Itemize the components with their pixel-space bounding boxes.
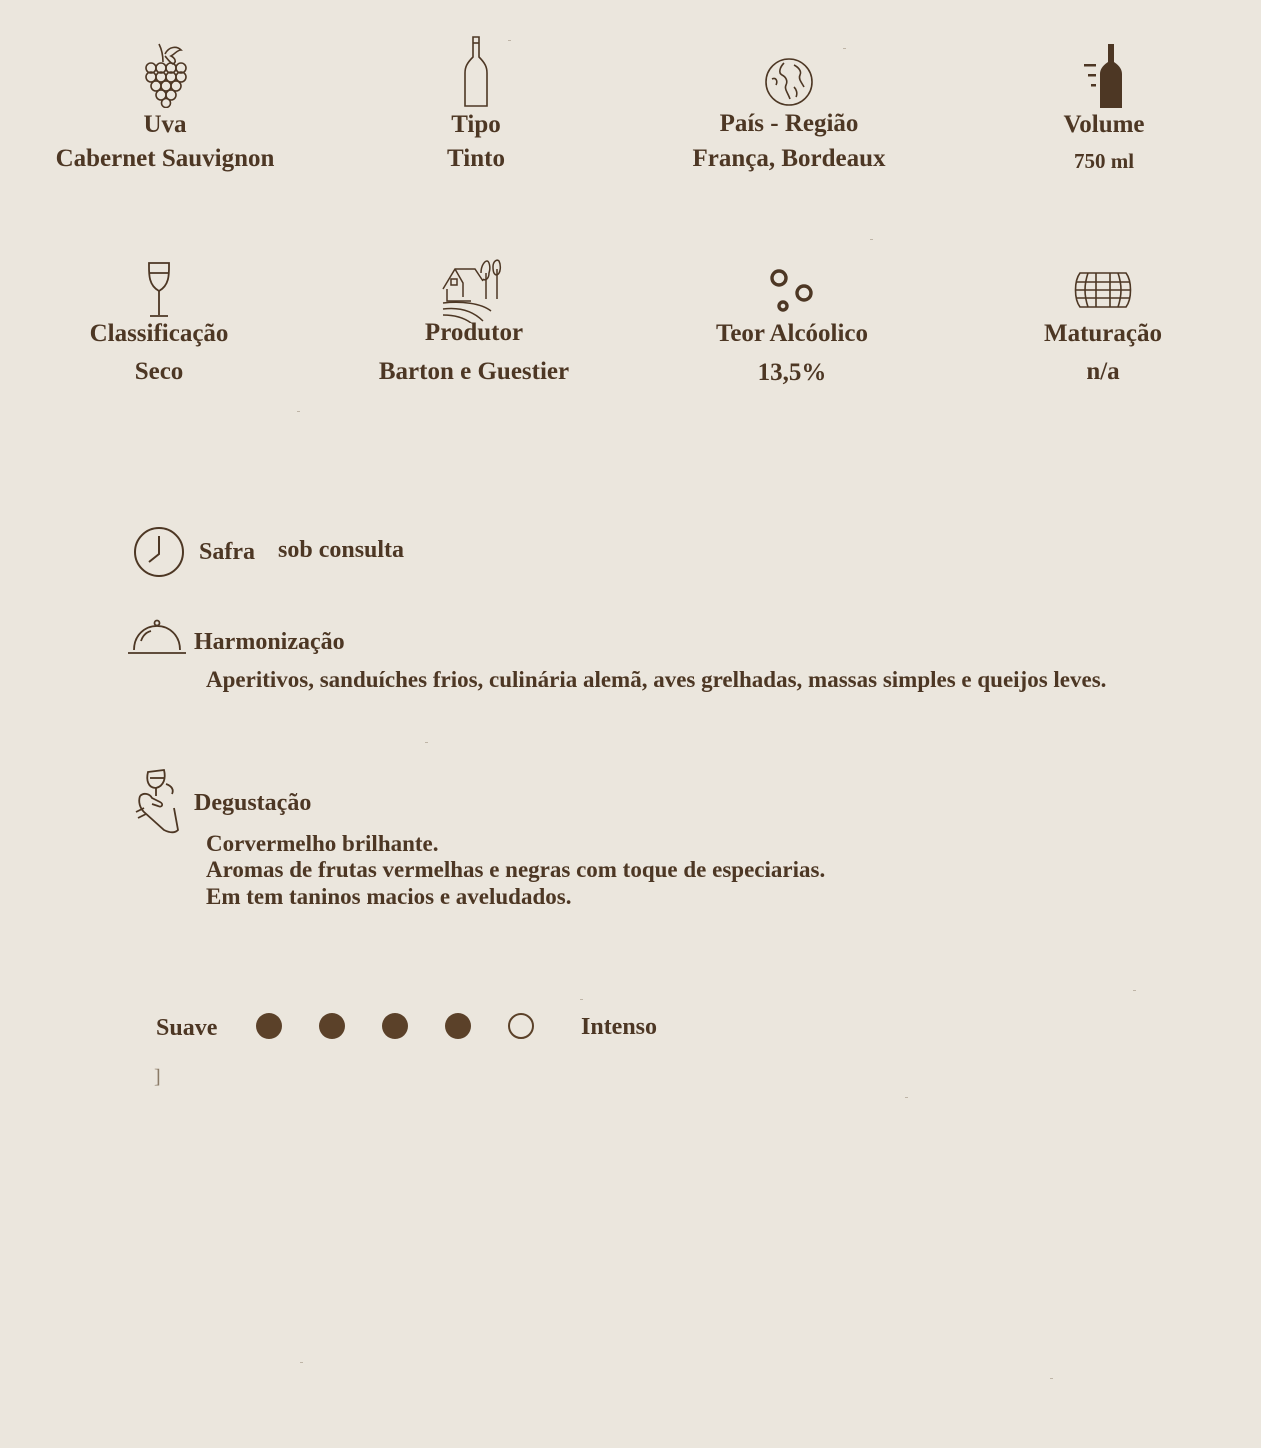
vineyard-icon [441,259,507,323]
safra-value: sob consulta [278,537,405,563]
harmonizacao-label: Harmonização [194,629,345,655]
bubbles-icon [769,268,815,314]
spec-value: Seco [134,358,184,385]
cloche-icon [127,619,187,657]
spec-value: Tinto [447,145,505,172]
spec-produtor [324,0,624,400]
spec-label: Produtor [424,319,524,346]
spec-teor-alcoolico [642,0,942,400]
safra-label: Safra [199,539,255,565]
intensity-min-label: Suave [156,1015,218,1041]
spec-value: Barton e Guestier [378,358,570,385]
spec-value: n/a [1086,358,1120,385]
wine-glass-icon [146,261,172,319]
spec-label: País - Região [719,110,859,137]
tasting-hand-icon [134,768,182,836]
intensity-dot-filled [382,1013,408,1039]
harmonizacao-text: Aperitivos, sanduíches frios, culinária alemã, aves grelhadas, massas simples e queijos leves. [206,667,1107,692]
clock-icon [133,526,185,578]
barrel-icon [1074,269,1132,311]
degustacao-label: Degustação [194,790,312,816]
spec-value: França, Bordeaux [692,145,886,172]
spec-classificacao [9,0,309,400]
degustacao-line: Aromas de frutas vermelhas e negras com toque de especiarias. [206,857,826,882]
trailing-mark: ] [154,1066,161,1088]
intensity-dot-empty [508,1013,534,1039]
spec-label: Uva [143,111,187,138]
spec-label: Maturação [1043,320,1163,347]
spec-value: 13,5% [757,359,827,386]
spec-value: Cabernet Sauvignon [55,145,275,172]
spec-label: Teor Alcóolico [715,320,869,347]
intensity-dot-filled [445,1013,471,1039]
spec-label: Tipo [451,111,501,138]
spec-maturacao [953,0,1253,400]
intensity-dot-filled [256,1013,282,1039]
spec-label: Volume [1063,111,1145,138]
spec-label: Classificação [89,320,229,347]
degustacao-line: Em tem taninos macios e aveludados. [206,884,572,909]
spec-value: 750 ml [1073,149,1135,173]
intensity-max-label: Intenso [581,1014,658,1040]
degustacao-line: Corvermelho brilhante. [206,831,439,856]
intensity-dot-filled [319,1013,345,1039]
